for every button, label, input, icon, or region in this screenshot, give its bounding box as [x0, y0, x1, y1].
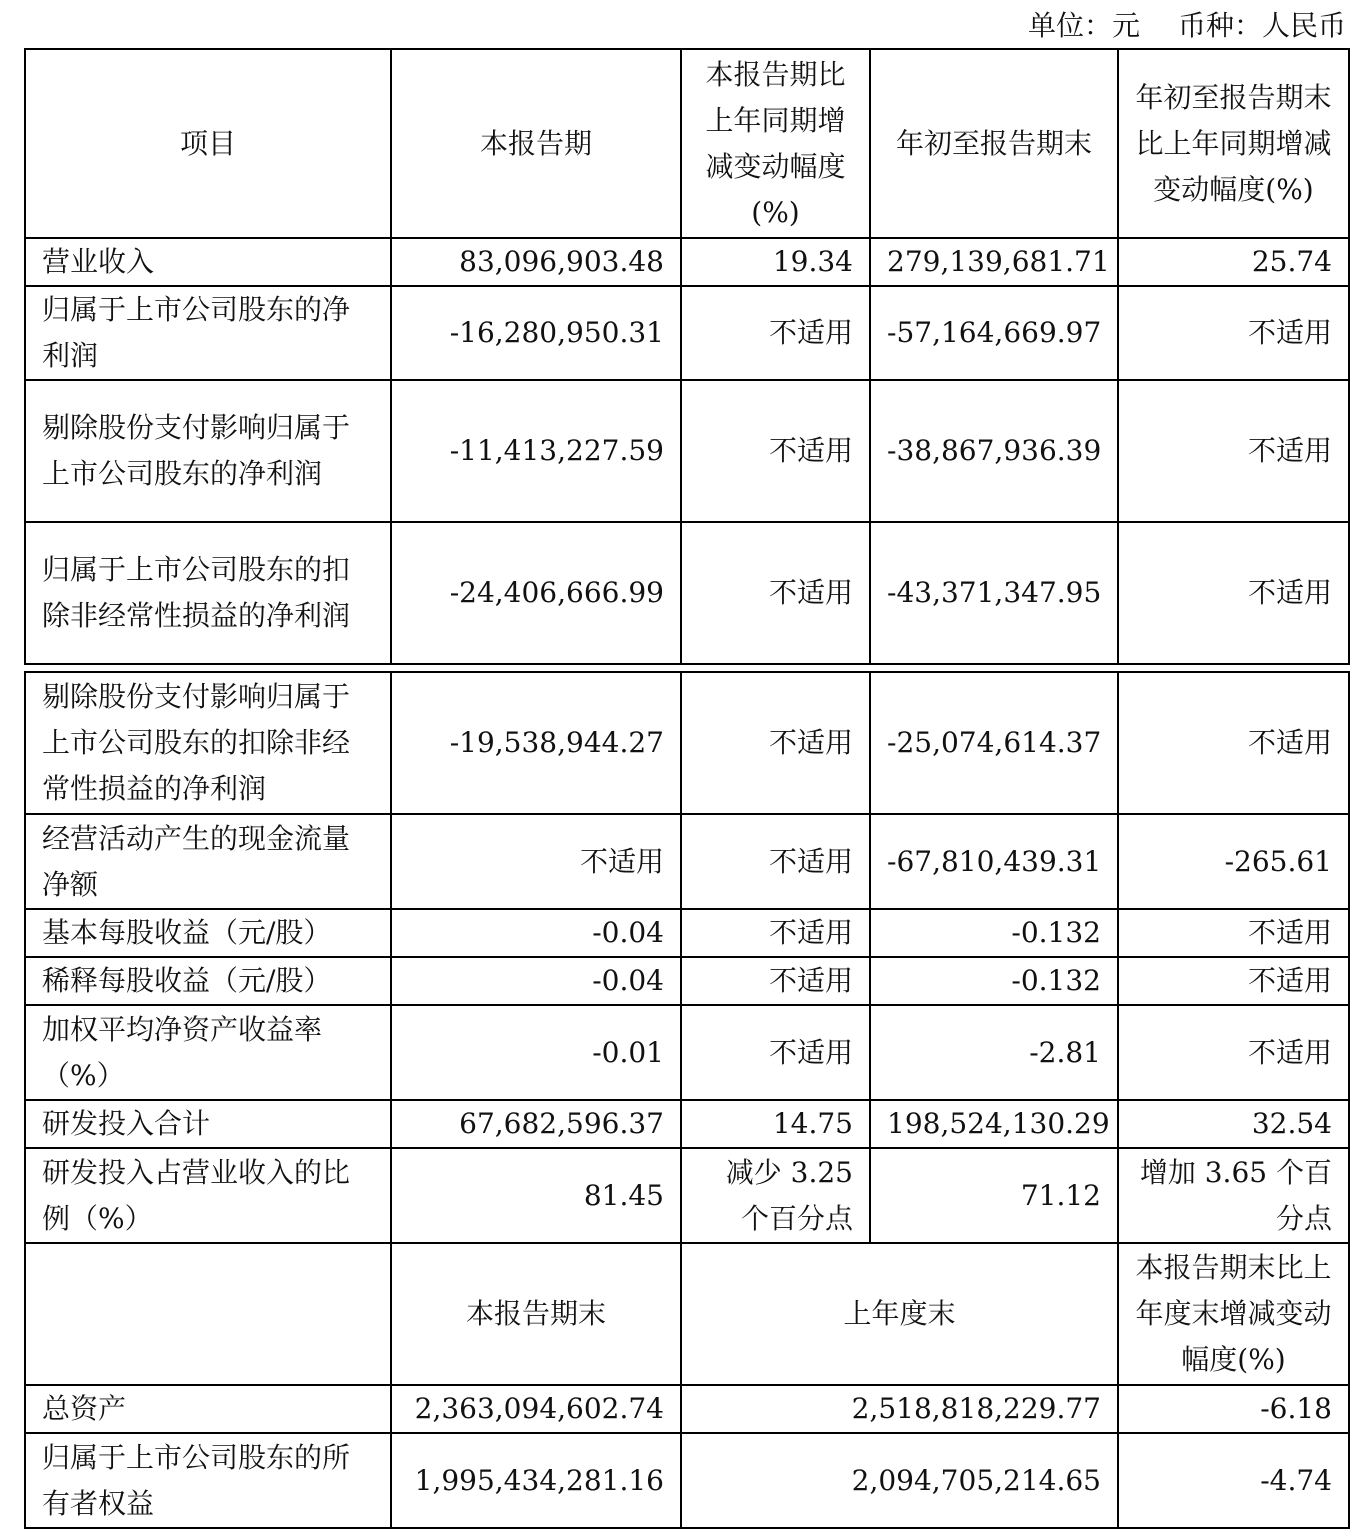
header-current-change: 本报告期比上年同期增减变动幅度(%): [681, 49, 870, 238]
row-label: 基本每股收益（元/股）: [25, 909, 391, 957]
cell-ytd-change: -265.61: [1118, 814, 1349, 909]
balance-row: [25, 1433, 1349, 1528]
cell-ytd: 71.12: [870, 1148, 1118, 1243]
financial-data-table-part2: [24, 671, 1350, 1529]
cell-current-change: 不适用: [681, 522, 870, 664]
cell-ytd: -67,810,439.31: [870, 814, 1118, 909]
cell-ytd-change: 32.54: [1118, 1100, 1349, 1148]
cell-ytd-change: 不适用: [1118, 522, 1349, 664]
header-item: 项目: [25, 49, 391, 238]
cell-current: -0.04: [391, 957, 681, 1005]
table-row: [25, 238, 1349, 286]
row-label: 归属于上市公司股东的净利润: [25, 286, 391, 380]
row-label: 经营活动产生的现金流量净额: [25, 814, 391, 909]
row-label: 研发投入占营业收入的比例（%）: [25, 1148, 391, 1243]
table-row: [25, 909, 1349, 957]
cell-current: 81.45: [391, 1148, 681, 1243]
table-row: [25, 1005, 1349, 1100]
cell-current-change: 不适用: [681, 814, 870, 909]
cell-ytd: -0.132: [870, 957, 1118, 1005]
cell-ytd-change: 不适用: [1118, 672, 1349, 814]
cell-current-change: 减少 3.25 个百分点: [681, 1148, 870, 1243]
cell-ytd-change: 不适用: [1118, 380, 1349, 522]
row-label: 总资产: [25, 1385, 391, 1433]
unit-currency-note: [1028, 4, 1346, 44]
cell-current: -24,406,666.99: [391, 522, 681, 664]
cell-current: -0.04: [391, 909, 681, 957]
cell-period-end: 1,995,434,281.16: [391, 1433, 681, 1528]
cell-ytd-change: 不适用: [1118, 286, 1349, 380]
cell-period-end: 2,363,094,602.74: [391, 1385, 681, 1433]
row-label: 营业收入: [25, 238, 391, 286]
cell-ytd: -38,867,936.39: [870, 380, 1118, 522]
header-ytd: 年初至报告期末: [870, 49, 1118, 238]
cell-ytd-change: 25.74: [1118, 238, 1349, 286]
cell-prior-year-end: 2,518,818,229.77: [681, 1385, 1118, 1433]
row-label: 归属于上市公司股东的所有者权益: [25, 1433, 391, 1528]
cell-ytd: 198,524,130.29: [870, 1100, 1118, 1148]
cell-current-change: 不适用: [681, 957, 870, 1005]
financial-data-table-part1: [24, 48, 1350, 665]
cell-ytd-change: 不适用: [1118, 957, 1349, 1005]
balance-header-row: [25, 1243, 1349, 1385]
balance-header-change: 本报告期末比上年度末增减变动幅度(%): [1118, 1243, 1349, 1385]
cell-change: -4.74: [1118, 1433, 1349, 1528]
cell-current: -19,538,944.27: [391, 672, 681, 814]
balance-row: [25, 1385, 1349, 1433]
cell-current-change: 19.34: [681, 238, 870, 286]
table-header-row: [25, 49, 1349, 238]
table-row: [25, 1148, 1349, 1243]
cell-ytd: -2.81: [870, 1005, 1118, 1100]
cell-ytd-change: 不适用: [1118, 1005, 1349, 1100]
table-row: [25, 672, 1349, 814]
row-label: 稀释每股收益（元/股）: [25, 957, 391, 1005]
cell-current-change: 不适用: [681, 286, 870, 380]
table-row: [25, 957, 1349, 1005]
cell-current: 83,096,903.48: [391, 238, 681, 286]
cell-ytd: -25,074,614.37: [870, 672, 1118, 814]
cell-current-change: 14.75: [681, 1100, 870, 1148]
row-label: 剔除股份支付影响归属于上市公司股东的扣除非经常性损益的净利润: [25, 672, 391, 814]
cell-current: -11,413,227.59: [391, 380, 681, 522]
cell-current-change: 不适用: [681, 909, 870, 957]
cell-current: 不适用: [391, 814, 681, 909]
cell-current: -0.01: [391, 1005, 681, 1100]
cell-current: -16,280,950.31: [391, 286, 681, 380]
table-row: [25, 814, 1349, 909]
cell-ytd: -57,164,669.97: [870, 286, 1118, 380]
header-ytd-change: 年初至报告期末比上年同期增减变动幅度(%): [1118, 49, 1349, 238]
row-label: 归属于上市公司股东的扣除非经常性损益的净利润: [25, 522, 391, 664]
row-label: 剔除股份支付影响归属于上市公司股东的净利润: [25, 380, 391, 522]
cell-ytd: 279,139,681.71: [870, 238, 1118, 286]
cell-prior-year-end: 2,094,705,214.65: [681, 1433, 1118, 1528]
table-row: [25, 380, 1349, 522]
header-current-period: 本报告期: [391, 49, 681, 238]
cell-ytd: -43,371,347.95: [870, 522, 1118, 664]
cell-current-change: 不适用: [681, 380, 870, 522]
row-label: 加权平均净资产收益率（%）: [25, 1005, 391, 1100]
cell-current: 67,682,596.37: [391, 1100, 681, 1148]
unit-label: 单位：元: [1027, 9, 1140, 42]
cell-current-change: 不适用: [681, 672, 870, 814]
cell-ytd-change: 增加 3.65 个百分点: [1118, 1148, 1349, 1243]
table-row: [25, 1100, 1349, 1148]
cell-ytd: -0.132: [870, 909, 1118, 957]
balance-header-prior-year-end: 上年度末: [681, 1243, 1118, 1385]
cell-ytd-change: 不适用: [1118, 909, 1349, 957]
balance-header-item: [25, 1243, 391, 1385]
cell-current-change: 不适用: [681, 1005, 870, 1100]
balance-header-period-end: 本报告期末: [391, 1243, 681, 1385]
table-row: [25, 522, 1349, 664]
table-row: [25, 286, 1349, 380]
row-label: 研发投入合计: [25, 1100, 391, 1148]
currency-label: 币种：人民币: [1177, 9, 1346, 42]
cell-change: -6.18: [1118, 1385, 1349, 1433]
